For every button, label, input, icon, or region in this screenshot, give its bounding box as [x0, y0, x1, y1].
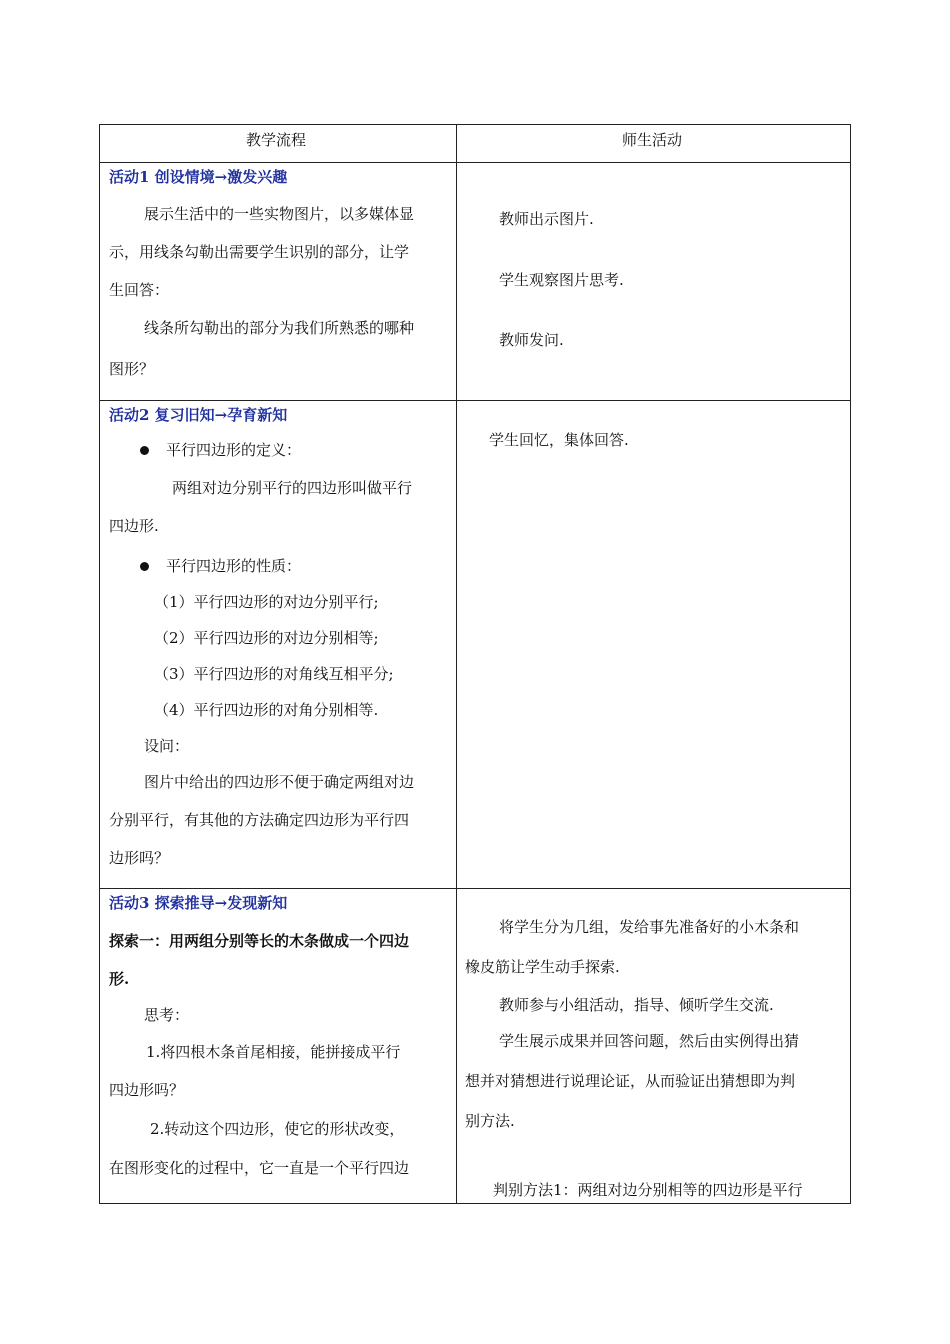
bullet-icon [140, 562, 149, 571]
activity3-title: 活动3 探索推导→发现新知 [109, 894, 288, 912]
question2-line: 2.转动这个四边形，使它的形状改变， [150, 1120, 405, 1138]
property-item: （2）平行四边形的对边分别相等; [154, 629, 379, 647]
header-teaching-process: 教学流程 [246, 131, 307, 149]
row-divider-1 [100, 400, 850, 401]
bullet-icon [140, 446, 149, 455]
question2-line: 在图形变化的过程中，它一直是一个平行四边 [109, 1159, 410, 1177]
activity2-title: 活动2 复习旧知→孕育新知 [109, 406, 288, 424]
explore-line: 形. [109, 970, 130, 988]
activity2-bullet-definition: 平行四边形的定义： [166, 441, 302, 459]
activity1-line: 图形？ [109, 360, 155, 378]
activity1-line: 展示生活中的一些实物图片，以多媒体显 [144, 205, 415, 223]
question1-line: 1.将四根木条首尾相接，能拼接成平行 [146, 1043, 401, 1061]
row-divider-2 [100, 888, 850, 889]
question-line: 边形吗？ [109, 849, 170, 867]
definition-line: 两组对边分别平行的四边形叫做平行 [172, 479, 413, 497]
question1-line: 四边形吗？ [109, 1081, 185, 1099]
activity3-right-line: 橡皮筋让学生动手探索. [465, 958, 620, 976]
header-teacher-student-activity: 师生活动 [622, 131, 683, 149]
activity1-right-line: 教师出示图片. [499, 210, 594, 228]
think-label: 思考： [144, 1006, 190, 1024]
activity3-right-line: 教师参与小组活动，指导、倾听学生交流. [499, 996, 774, 1014]
activity1-title: 活动1 创设情境→激发兴趣 [109, 168, 288, 186]
property-item: （1）平行四边形的对边分别平行; [154, 593, 379, 611]
activity3-right-line: 判别方法1：两组对边分别相等的四边形是平行 [493, 1181, 803, 1199]
explore-line: 探索一：用两组分别等长的木条做成一个四边 [109, 932, 410, 950]
lesson-table [99, 124, 851, 1204]
activity1-right-line: 学生观察图片思考. [499, 271, 624, 289]
activity3-right-line: 学生展示成果并回答问题，然后由实例得出猜 [499, 1032, 800, 1050]
column-divider [456, 125, 457, 1203]
activity1-line: 生回答： [109, 281, 170, 299]
activity1-line: 示，用线条勾勒出需要学生识别的部分，让学 [109, 243, 410, 261]
question-line: 分别平行，有其他的方法确定四边形为平行四 [109, 811, 410, 829]
question-line: 图片中给出的四边形不便于确定两组对边 [144, 773, 415, 791]
activity3-right-line: 想并对猜想进行说理论证，从而验证出猜想即为判 [465, 1072, 796, 1090]
activity1-right-line: 教师发问. [499, 331, 564, 349]
property-item: （3）平行四边形的对角线互相平分; [154, 665, 394, 683]
activity3-right-line: 别方法. [465, 1112, 515, 1130]
activity3-right-line: 将学生分为几组，发给事先准备好的小木条和 [499, 918, 800, 936]
activity2-right-line: 学生回忆，集体回答. [489, 431, 629, 449]
activity2-bullet-properties: 平行四边形的性质： [166, 557, 302, 575]
activity1-line: 线条所勾勒出的部分为我们所熟悉的哪种 [144, 319, 415, 337]
definition-line: 四边形. [109, 517, 159, 535]
header-divider [100, 162, 850, 163]
property-item: （4）平行四边形的对角分别相等. [154, 701, 379, 719]
question-label: 设问： [144, 737, 190, 755]
